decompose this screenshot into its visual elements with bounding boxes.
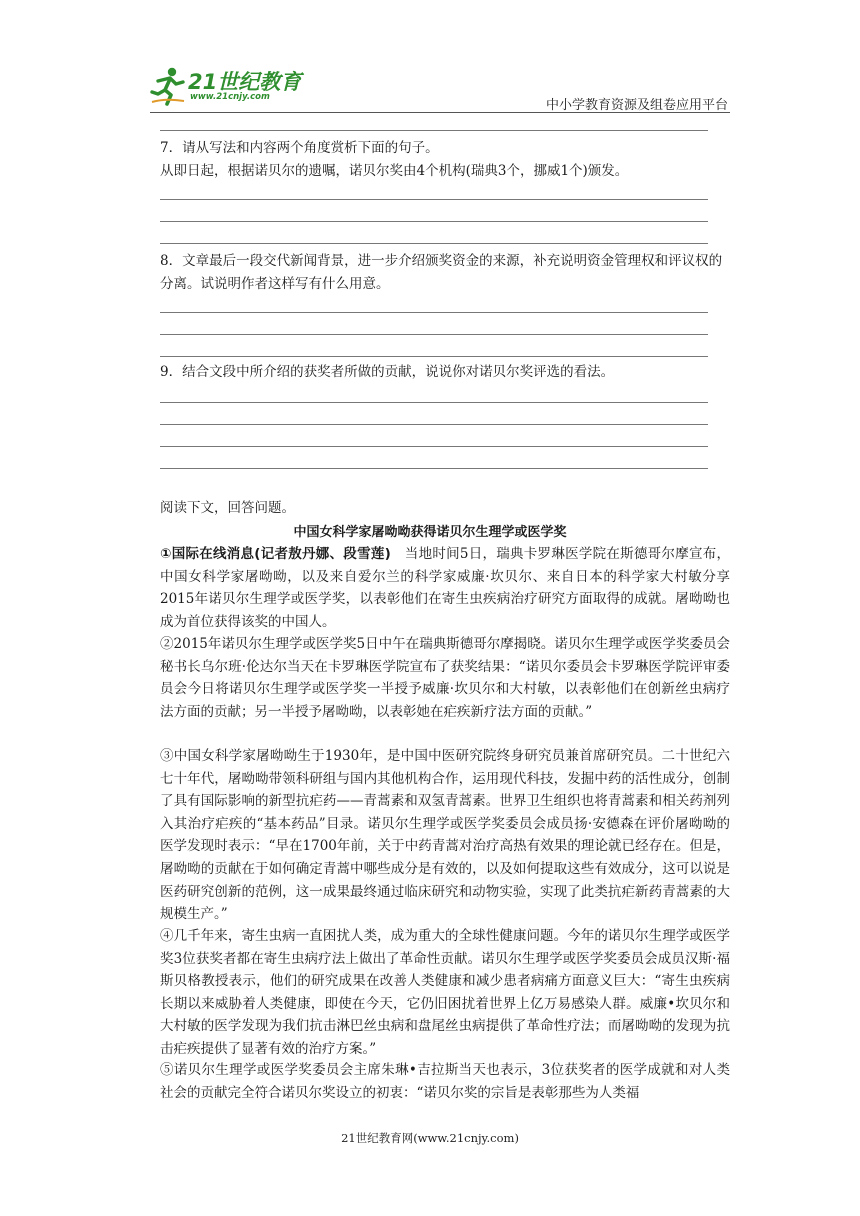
answer-line[interactable] [160,334,708,335]
article-paragraph-3: ③中国女科学家屠呦呦生于1930年，是中国中医研究院终身研究员兼首席研究员。二十世纪六七十年代，屠呦呦带领科研组与国内其他机构合作，运用现代科技，发掘中药的活性成分，创制了具有国际影响的新型抗疟药——青蒿素和双氢青蒿素。世界卫生组织也将青蒿素和相关药剂列入其治疗疟疾的“基本药品”目录。诺贝尔生理学或医学奖委员会成员扬·安德森在评价屠呦呦的医学发现时表示：“早在1700年前，关于中药青蒿对治疗高热有效果的理论就已经存在。但是，屠呦呦的贡献在于如何确定青蒿中哪些成分是有效的，以及如何提取这些有效成分，这可以说是医药研究创新的范例，这一成果最终通过临床研究和动物实验，实现了此类抗疟新药青蒿素的大规模生产。” [160,748,730,923]
page-footer: 21世纪教育网(www.21cnjy.com) [341,1131,519,1145]
answer-line [160,130,708,131]
answer-line[interactable] [160,199,708,200]
answer-line[interactable] [160,424,708,425]
question-9-prompt: 9．结合文段中所介绍的获奖者所做的贡献，说说你对诺贝尔奖评选的看法。 [160,364,615,380]
answer-line[interactable] [160,402,708,403]
article-paragraph-5: ⑤诺贝尔生理学或医学奖委员会主席朱琳•吉拉斯当天也表示，3位获奖者的医学成就和对人类社会的贡献完全符合诺贝尔奖设立的初衷：“诺贝尔奖的宗旨是表彰那些为人类福 [160,1062,730,1101]
site-logo[interactable] [150,64,320,108]
runner-logo-icon [150,66,186,106]
header-divider [150,112,730,113]
answer-line[interactable] [160,243,708,244]
article-title: 中国女科学家屠呦呦获得诺贝尔生理学或医学奖 [293,525,567,540]
logo-url: www.21cnjy.com [190,92,270,102]
platform-name: 中小学教育资源及组卷应用平台 [545,98,728,113]
question-7-quote: 从即日起，根据诺贝尔的遗嘱，诺贝尔奖由4个机构(瑞典3个，挪威1个)颁发。 [160,163,629,179]
question-7-prompt: 7．请从写法和内容两个角度赏析下面的句子。 [160,140,439,156]
article-paragraph-2: ②2015年诺贝尔生理学或医学奖5日中午在瑞典斯德哥尔摩揭晓。诺贝尔生理学或医学奖委员会秘书长乌尔班·伦达尔当天在卡罗琳医学院宣布了获奖结果：“诺贝尔委员会卡罗琳医学院评审委员会今日将诺贝尔生理学或医学奖一半授予威廉·坎贝尔和大村敏，以表彰他们在创新丝虫病疗法方面的贡献；另一半授予屠呦呦，以表彰她在疟疾新疗法方面的贡献。” [160,636,730,720]
article-paragraph-1 [160,543,730,633]
article-paragraph-4: ④几千年来，寄生虫病一直困扰人类，成为重大的全球性健康问题。今年的诺贝尔生理学或医学奖3位获奖者都在寄生虫病疗法上做出了革命性贡献。诺贝尔生理学或医学奖委员会成员汉斯·福斯贝格教授表示，他们的研究成果在改善人类健康和减少患者病痛方面意义巨大：“寄生虫疾病长期以来威胁着人类健康，即使在今天，它仍旧困扰着世界上亿万易感染人群。威廉•坎贝尔和大村敏的医学发现为我们抗击淋巴丝虫病和盘尾丝虫病提供了革命性疗法；而屠呦呦的发现为抗击疟疾提供了显著有效的治疗方案。” [160,928,730,1057]
logo-title: 21世纪教育 [188,70,302,94]
answer-line[interactable] [160,312,708,313]
answer-line[interactable] [160,468,708,469]
answer-line[interactable] [160,356,708,357]
answer-line[interactable] [160,221,708,222]
reading-instruction: 阅读下文，回答问题。 [160,500,295,516]
answer-line[interactable] [160,446,708,447]
question-8: 8．文章最后一段交代新闻背景，进一步介绍颁奖资金的来源，补充说明资金管理权和评议权的分离。试说明作者这样写有什么用意。 [160,253,723,292]
article-lead: ①国际在线消息(记者敖丹娜、段雪莲) [160,546,391,562]
article-paragraph-1-body: 当地时间5日，瑞典卡罗琳医学院在斯德哥尔摩宣布，中国女科学家屠呦呦，以及来自爱尔兰的科学家威廉·坎贝尔、来自日本的科学家大村敏分享2015年诺贝尔生理学或医学奖，以表彰他们在寄生虫疾病治疗研究方面取得的成就。屠呦呦也成为首位获得该奖的中国人。 [160,546,730,630]
